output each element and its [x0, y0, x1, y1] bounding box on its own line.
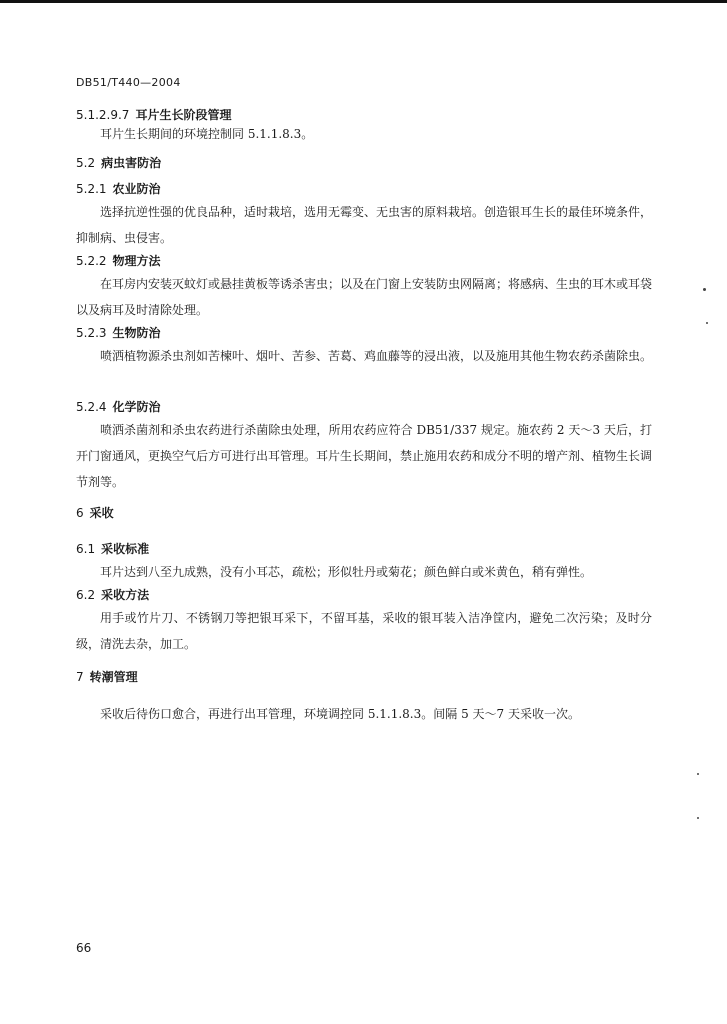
- section-number: 5.2.3: [76, 326, 107, 340]
- section-body-6-2: 用手或竹片刀、不锈钢刀等把银耳采下，不留耳基，采收的银耳装入洁净筐内，避免二次污染；及时分级，清洗去杂，加工。: [76, 611, 652, 651]
- section-number: 6.2: [76, 588, 96, 602]
- section-body-5-2-2: 在耳房内安装灭蚊灯或悬挂黄板等诱杀害虫；以及在门窗上安装防虫网隔离；将感病、生虫的耳木或耳袋以及病耳及时清除处理。: [76, 277, 653, 317]
- scan-speck: [703, 288, 706, 291]
- section-title: 生物防治: [112, 326, 161, 340]
- section-title: 采收标准: [101, 542, 150, 556]
- scan-speck: [697, 773, 699, 775]
- section-title: 化学防治: [112, 400, 161, 414]
- section-body-5-2-4: 喷洒杀菌剂和杀虫农药进行杀菌除虫处理，所用农药应符合 DB51/337 规定。施农药 2 天～3 天后，打开门窗通风，更换空气后方可进行出耳管理。耳片生长期间，禁止施用农药和成分不明的增产剂、植物生长调节剂等。: [76, 423, 653, 489]
- section-body-6-1: 耳片达到八至九成熟，没有小耳芯，疏松；形似牡丹或菊花；颜色鲜白或米黄色，稍有弹性。: [100, 565, 593, 579]
- top-rule: [0, 0, 727, 3]
- section-number: 6: [76, 506, 84, 520]
- section-heading-6-1: [76, 540, 149, 557]
- page-number: 66: [76, 941, 92, 955]
- section-body-7: 采收后待伤口愈合，再进行出耳管理，环境调控同 5.1.1.8.3。间隔 5 天～7 天采收一次。: [100, 707, 580, 721]
- section-heading-7: [76, 668, 138, 685]
- section-title: 采收: [89, 506, 114, 520]
- section-heading-6-2: [76, 586, 149, 603]
- scan-speck: [706, 322, 708, 324]
- section-title: 转潮管理: [89, 670, 138, 684]
- section-body-5-2-3: 喷洒植物源杀虫剂如苦楝叶、烟叶、苦参、苦葛、鸡血藤等的浸出液，以及施用其他生物农药杀菌除虫。: [100, 349, 653, 363]
- section-body-5-1-2-9-7: 耳片生长期间的环境控制同 5.1.1.8.3。: [100, 127, 314, 141]
- section-heading-5-2-4: [76, 398, 161, 415]
- section-number: 5.2.1: [76, 182, 107, 196]
- section-title: 耳片生长阶段管理: [135, 108, 232, 122]
- section-heading-5-2-1: [76, 180, 161, 197]
- section-title: 物理方法: [112, 254, 161, 268]
- section-number: 5.2.4: [76, 400, 107, 414]
- section-number: 6.1: [76, 542, 96, 556]
- section-heading-5-2-2: [76, 252, 161, 269]
- section-title: 采收方法: [101, 588, 150, 602]
- section-number: 5.2.2: [76, 254, 107, 268]
- scan-speck: [697, 817, 699, 819]
- section-heading-5-2: [76, 154, 161, 171]
- section-number: 7: [76, 670, 84, 684]
- document-code: DB51/T440—2004: [76, 76, 181, 89]
- section-number: 5.2: [76, 156, 96, 170]
- section-title: 农业防治: [112, 182, 161, 196]
- section-heading-5-2-3: [76, 324, 161, 341]
- section-heading-6: [76, 504, 114, 521]
- section-title: 病虫害防治: [101, 156, 162, 170]
- section-number: 5.1.2.9.7: [76, 108, 130, 122]
- section-body-5-2-1: 选择抗逆性强的优良品种，适时栽培，选用无霉变、无虫害的原料栽培。创造银耳生长的最佳环境条件，抑制病、虫侵害。: [76, 205, 653, 245]
